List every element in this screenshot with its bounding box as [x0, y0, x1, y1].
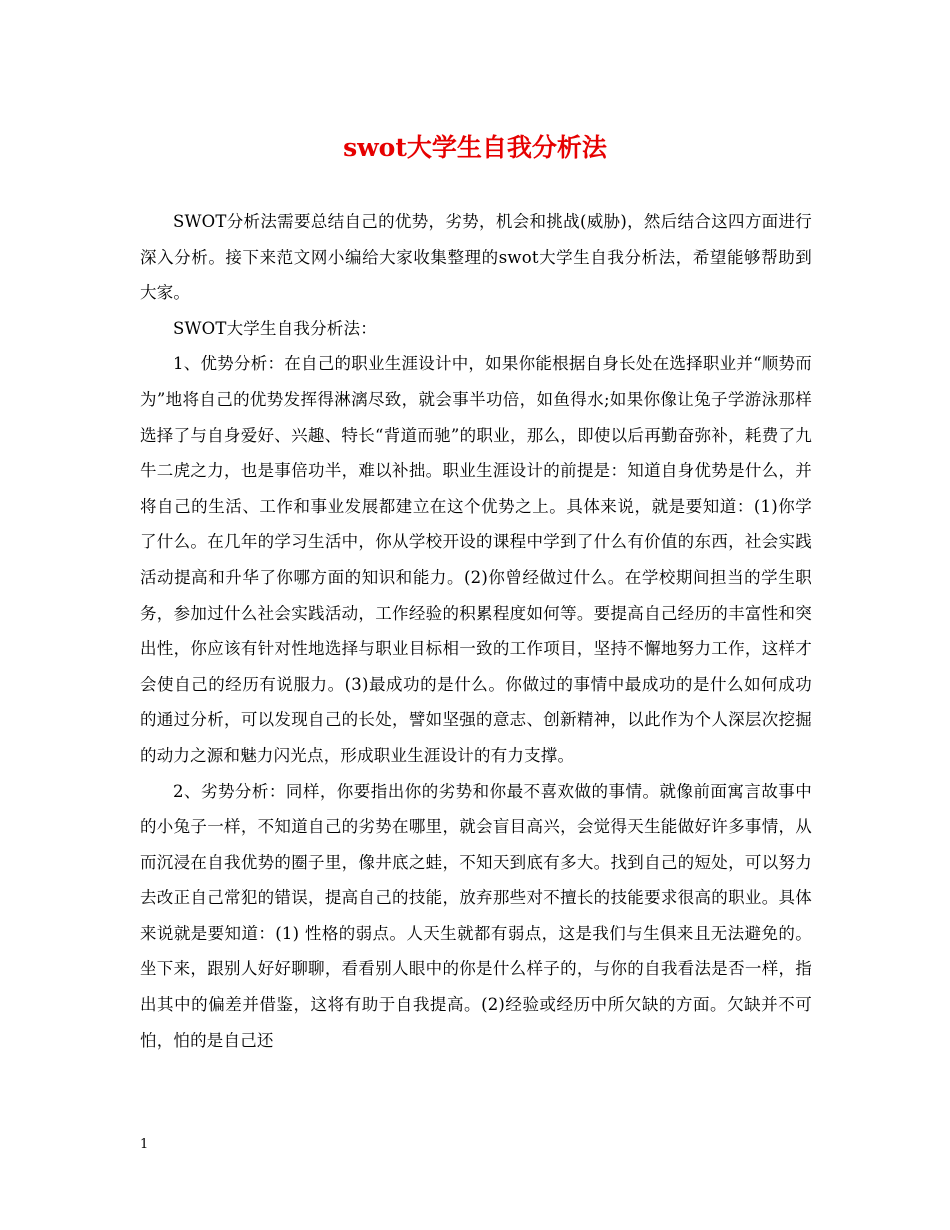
weaknesses-paragraph: 2、劣势分析：同样，你要指出你的劣势和你最不喜欢做的事情。就像前面寓言故事中的小兔子一样，不知道自己的劣势在哪里，就会盲目高兴，会觉得天生能做好许多事情，从而沉浸在自我优势的圈子里，像井底之蛙，不知天到底有多大。找到自己的短处，可以努力去改正自己常犯的错误，提高自己的技能，放弃那些对不擅长的技能要求很高的职业。具体来说就是要知道：(1) 性格的弱点。人天生就都有弱点，这是我们与生俱来且无法避免的。坐下来，跟别人好好聊聊，看看别人眼中的你是什么样子的，与你的自我看法是否一样，指出其中的偏差并借鉴，这将有助于自我提高。(2)经验或经历中所欠缺的方面。欠缺并不可怕，怕的是自己还 — [140, 781, 812, 1050]
page-number: 1 — [140, 1137, 149, 1152]
document-body — [140, 204, 812, 1058]
intro-paragraph: SWOT分析法需要总结自己的优势，劣势，机会和挑战(威胁)，然后结合这四方面进行深入分析。接下来范文网小编给大家收集整理的swot大学生自我分析法，希望能够帮助到大家。 — [140, 212, 812, 303]
section-heading-paragraph: SWOT大学生自我分析法： — [173, 318, 377, 338]
document-title: swot大学生自我分析法 — [343, 133, 607, 162]
strengths-paragraph: 1、优势分析：在自己的职业生涯设计中，如果你能根据自身长处在选择职业并“顺势而为”地将自己的优势发挥得淋漓尽致，就会事半功倍，如鱼得水;如果你像让兔子学游泳那样选择了与自身爱好、兴趣、特长“背道而驰”的职业，那么，即使以后再勤奋弥补，耗费了九牛二虎之力，也是事倍功半，难以补拙。职业生涯设计的前提是：知道自身优势是什么，并将自己的生活、工作和事业发展都建立在这个优势之上。具体来说，就是要知道：(1)你学了什么。在几年的学习生活中，你从学校开设的课程中学到了什么有价值的东西，社会实践活动提高和升华了你哪方面的知识和能力。(2)你曾经做过什么。在学校期间担当的学生职务，参加过什么社会实践活动，工作经验的积累程度如何等。要提高自己经历的丰富性和突出性，你应该有针对性地选择与职业目标相一致的工作项目，坚持不懈地努力工作，这样才会使自己的经历有说服力。(3)最成功的是什么。你做过的事情中最成功的是什么如何成功的通过分析，可以发现自己的长处，譬如坚强的意志、创新精神，以此作为个人深层次挖掘的动力之源和魅力闪光点，形成职业生涯设计的有力支撑。 — [140, 354, 812, 765]
